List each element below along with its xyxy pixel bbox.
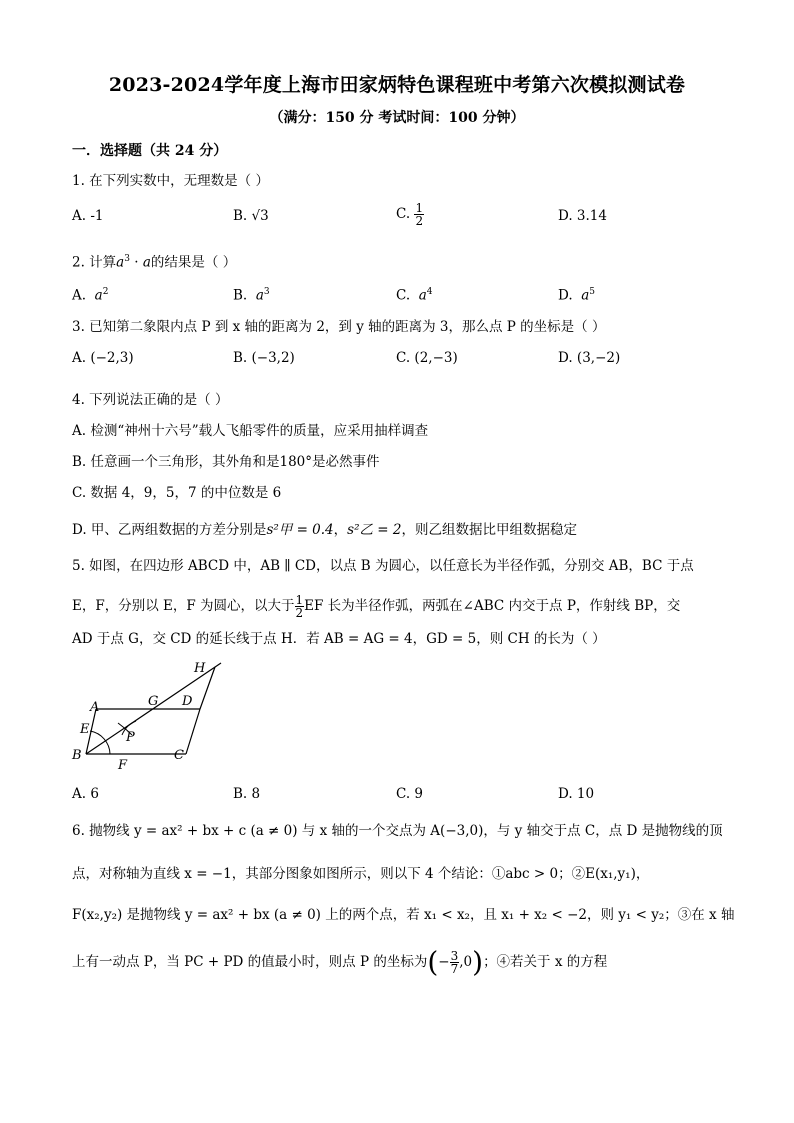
question-3-stem: 3. 已知第二象限内点 P 到 x 轴的距离为 2，到 y 轴的距离为 3，那么点 P 的坐标是（ ） — [72, 319, 606, 335]
exam-info: （满分：150 分 考试时间：100 分钟） — [269, 110, 525, 126]
q4-option-a: A. 检测“神州十六号”载人飞船零件的质量，应采用抽样调查 — [72, 423, 429, 439]
q3-option-b: B. (−3,2) — [233, 350, 295, 366]
q5-option-a: A. 6 — [72, 786, 99, 802]
fraction-one-half: $\frac{1}{2}$ — [295, 593, 304, 620]
q2-option-d: D. $a^5$ — [558, 287, 596, 304]
q2-option-c: C. $a^4$ — [396, 287, 433, 304]
q5-option-c: C. 9 — [396, 786, 424, 802]
label-p: P — [126, 730, 135, 745]
question-5-line-3: AD 于点 G，交 CD 的延长线于点 H．若 AB = AG = 4，GD = 5，则 CH 的长为（ ） — [72, 631, 606, 647]
page-title: 2023-2024学年度上海市田家炳特色课程班中考第六次模拟测试卷 — [108, 74, 686, 96]
q5-geometry-figure — [64, 655, 234, 775]
q4-option-c: C. 数据 4，9，5，7 的中位数是 6 — [72, 485, 282, 501]
fraction-one-half: $\frac{1}{2}$ — [415, 201, 424, 228]
label-e: E — [80, 722, 90, 737]
q4-option-b: B. 任意画一个三角形，其外角和是180°是必然事件 — [72, 454, 380, 470]
label-g: G — [148, 694, 159, 709]
fraction-three-sevenths: $\frac{3}{7}$ — [450, 949, 459, 976]
label-a: A — [90, 700, 100, 715]
label-f: F — [118, 758, 128, 773]
q5-option-d: D. 10 — [558, 786, 595, 802]
q1-option-d: D. 3.14 — [558, 208, 607, 224]
q2-option-a: A. $a^2$ — [72, 287, 109, 304]
q3-option-c: C. (2,−3) — [396, 350, 458, 366]
q5-option-b: B. 8 — [233, 786, 261, 802]
question-6-line-3: F(x₂,y₂) 是抛物线 y = ax² + bx (a ≠ 0) 上的两个点，若 x₁ < x₂，且 x₁ + x₂ < −2，则 y₁ < y₂；③在 x 轴 — [72, 907, 735, 923]
q1-option-a: A. -1 — [72, 208, 104, 224]
q3-option-d: D. (3,−2) — [558, 350, 621, 366]
question-6-line-2: 点，对称轴为直线 x = −1，其部分图象如图所示，则以下 4 个结论：①abc > 0；②E(x₁,y₁)， — [72, 866, 650, 882]
label-b: B — [72, 748, 82, 763]
sqrt3: √3 — [251, 208, 269, 224]
q2-option-b: B. $a^3$ — [233, 287, 270, 304]
label-c: C — [174, 748, 184, 763]
question-4-stem: 4. 下列说法正确的是（ ） — [72, 392, 229, 408]
label-d: D — [182, 694, 193, 709]
question-5-line-2: E，F，分别以 E，F 为圆心，以大于 $\frac{1}{2}$ EF 长为半径作弧，两弧在∠ABC 内交于点 P，作射线 BP，交 — [72, 593, 681, 620]
q1-option-b: B. √3 — [233, 208, 269, 224]
question-5-line-1: 5. 如图，在四边形 ABCD 中，AB ∥ CD，以点 B 为圆心，以任意长为半径作弧，分别交 AB，BC 于点 — [72, 558, 694, 574]
question-6-line-1: 6. 抛物线 y = ax² + bx + c (a ≠ 0) 与 x 轴的一个交点为 A(−3,0)，与 y 轴交于点 C，点 D 是抛物线的顶 — [72, 823, 723, 839]
q1-option-c: C. $\frac{1}{2}$ — [396, 201, 424, 228]
question-6-line-4: 上有一动点 P，当 PC + PD 的值最小时，则点 P 的坐标为(− $\frac{3}{7}$ ,0)；④若关于 x 的方程 — [72, 945, 608, 979]
q4-option-d: D. 甲、乙两组数据的方差分别是s²甲 = 0.4，s²乙 = 2，则乙组数据比甲组数据稳定 — [72, 522, 577, 538]
question-2-stem: 2. 计算$a^3 \cdot a$的结果是（ ） — [72, 254, 237, 271]
question-1-stem: 1. 在下列实数中，无理数是（ ） — [72, 173, 269, 189]
q3-option-a: A. (−2,3) — [72, 350, 134, 366]
label-h: H — [194, 661, 206, 676]
section-heading: 一．选择题（共 24 分） — [72, 143, 228, 159]
